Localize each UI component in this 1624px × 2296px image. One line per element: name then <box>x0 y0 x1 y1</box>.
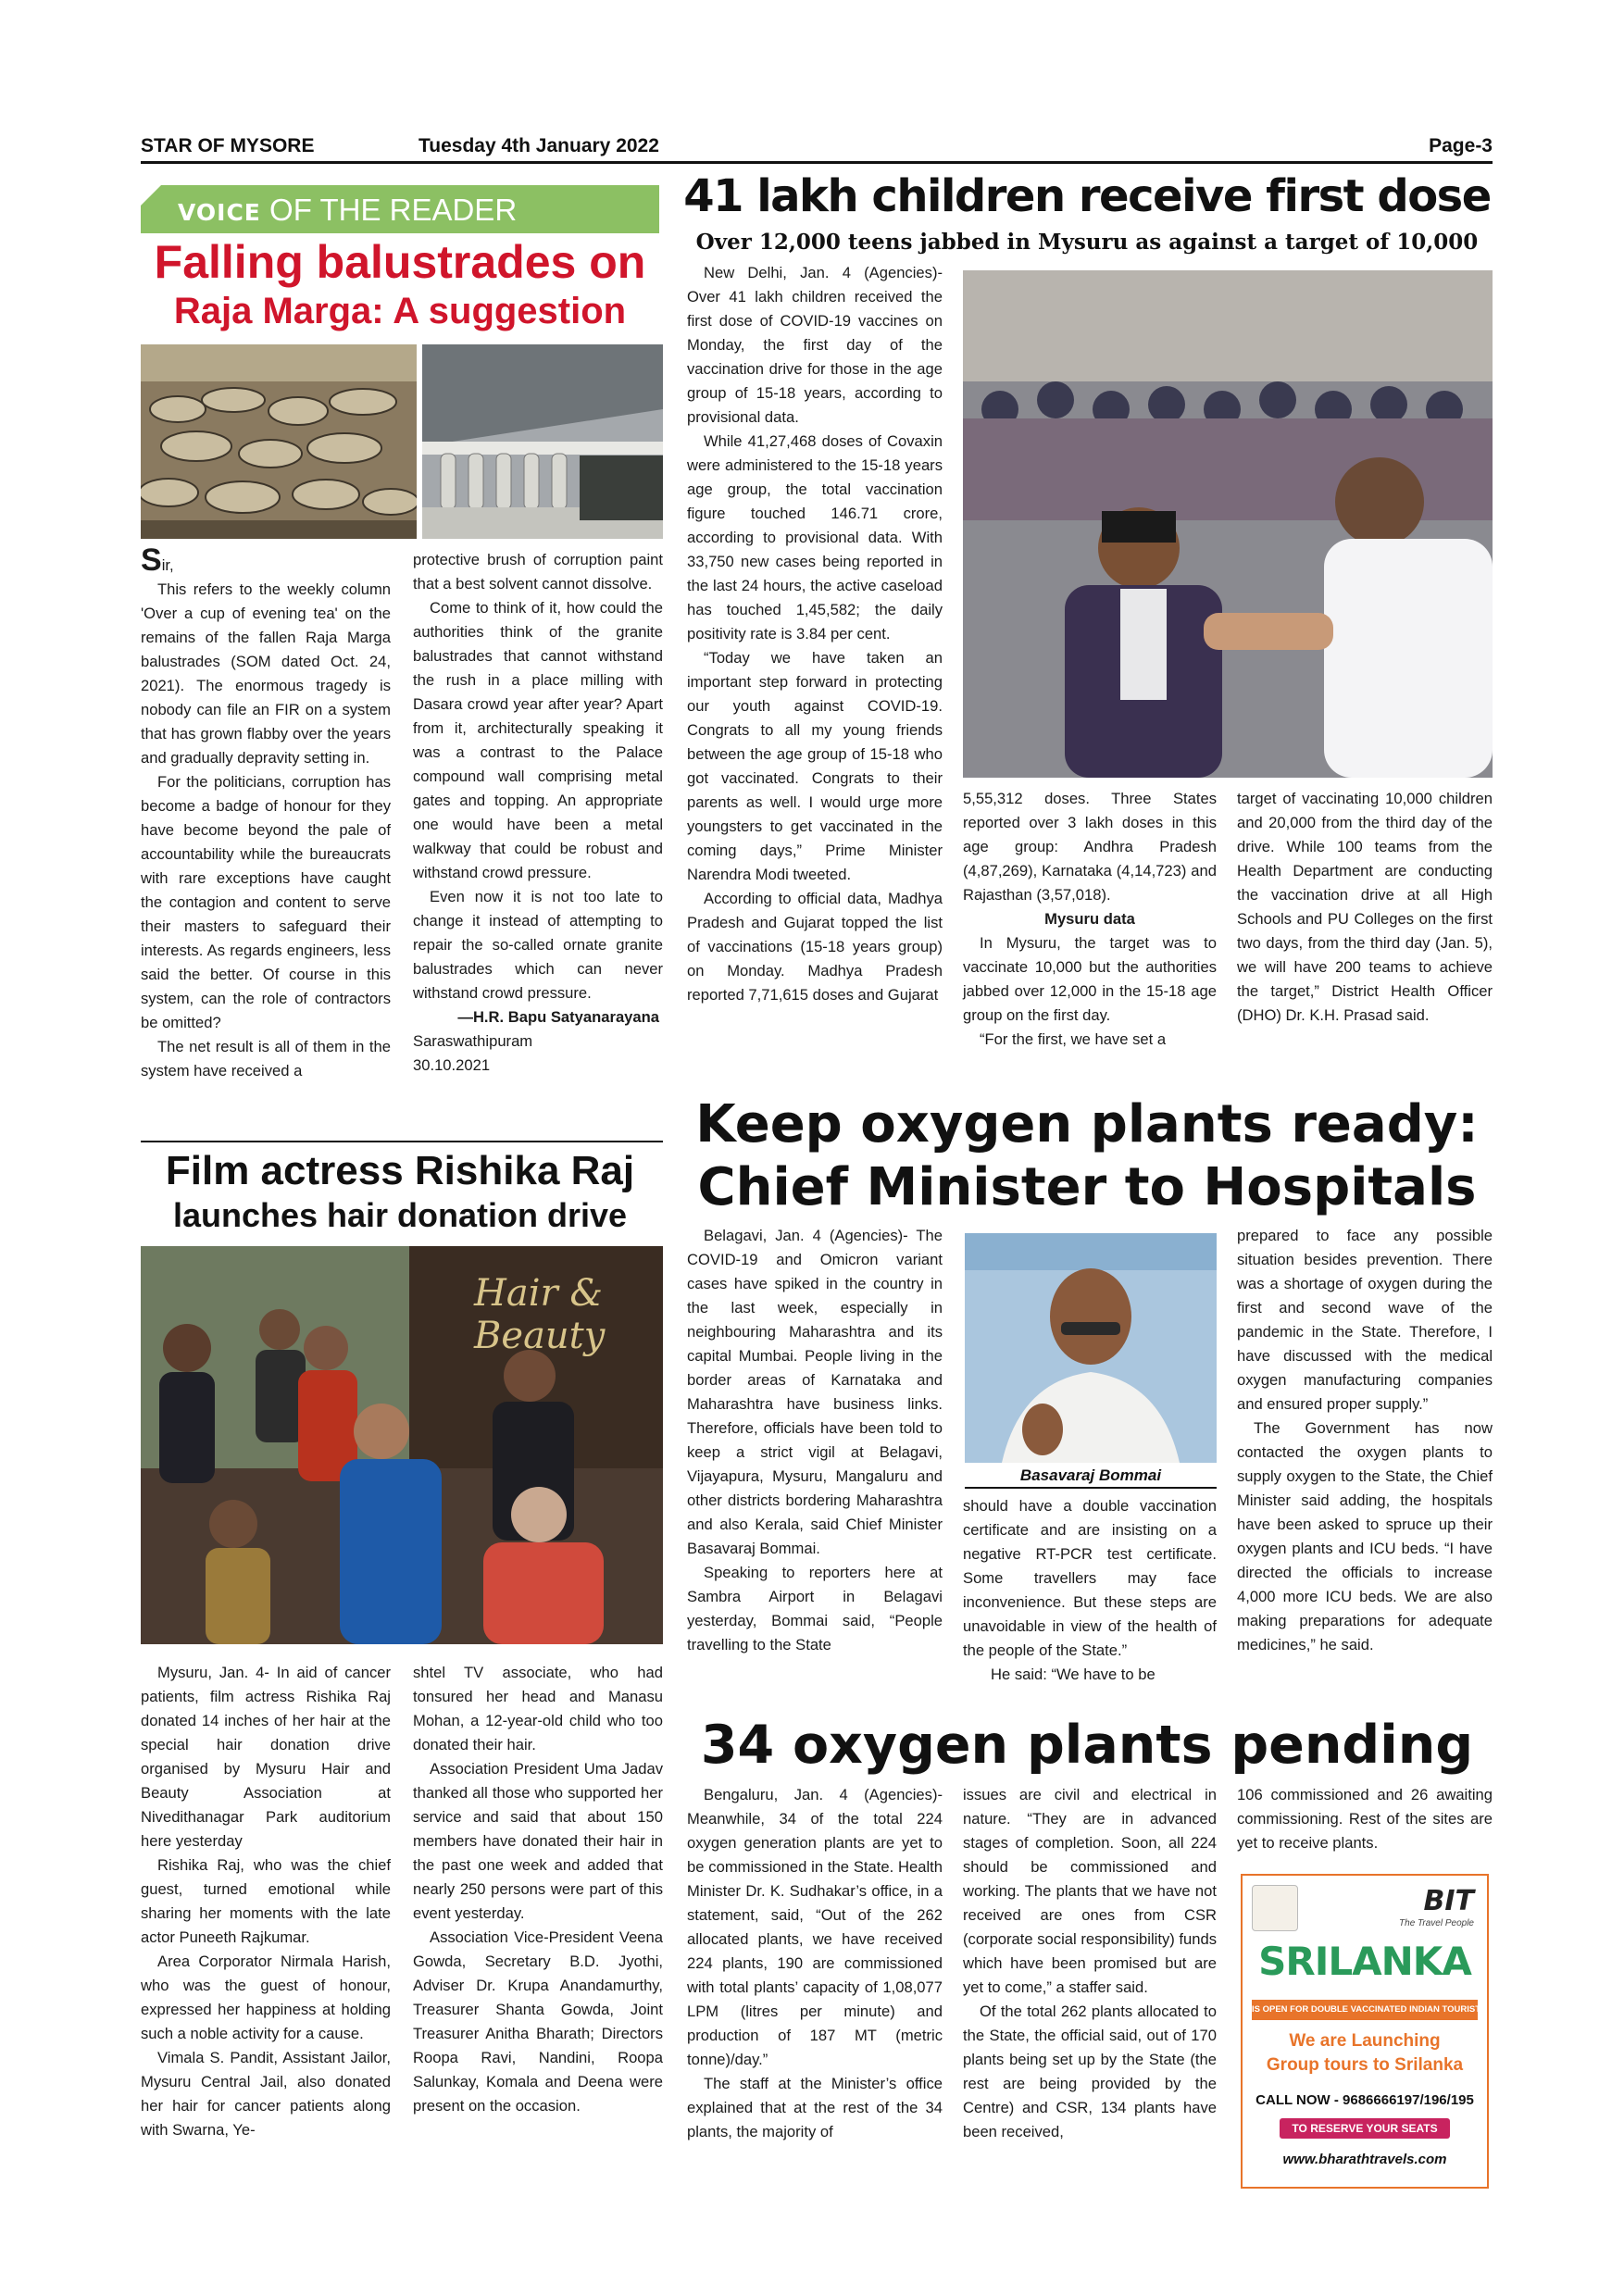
masthead-rule <box>141 161 1493 164</box>
balustrade-rubble-photo <box>141 344 417 539</box>
voice-salutation <box>141 543 391 578</box>
bommai-caption: Basavaraj Bommai <box>965 1463 1217 1489</box>
balustrade-wall-photo <box>422 344 663 539</box>
vaccine-paragraph: “Today we have taken an important step forward in protecting our youth against COVID-19. Congrats to all my young friends between the age group of 15-18 who got vaccinated. Congrats to their parents as well. I would urge more youngsters to get vaccinated in the coming days,” Prime Minister Narendra Modi tweeted. <box>687 649 943 883</box>
film-paragraph: Vimala S. Pandit, Assistant Jailor, Mysuru Central Jail, also donated her hair for cancer patients along with Swarna, Ye- <box>141 2049 391 2139</box>
pending-column-1 <box>687 1783 943 2144</box>
voice-paragraph: Come to think of it, how could the authorities think of the granite balustrades that cannot withstand the rush in a place milling with Dasara crowd year after year? Apart from it, architecturally speaking it was a contrast to the Palace compound wall comprising metal gates and topping. An appropriate one would have been a metal walkway that could be robust and withstand crowd pressure. <box>413 599 663 881</box>
vaccine-headline: 41 lakh children receive first dose <box>683 170 1491 222</box>
pending-paragraph: The staff at the Minister’s office explained that at the rest of the 34 plants, the majority of <box>687 2075 943 2140</box>
voice-label-notch <box>141 185 161 206</box>
voice-signature: —H.R. Bapu Satyanarayana <box>457 1008 659 1026</box>
pending-headline: 34 oxygen plants pending <box>700 1715 1474 1776</box>
vaccine-paragraph: “For the first, we have set a <box>980 1030 1167 1048</box>
masthead <box>141 131 1493 165</box>
pending-column-2 <box>963 1783 1217 2144</box>
bommai-photo <box>965 1233 1217 1463</box>
hair-donation-photo <box>141 1246 663 1644</box>
film-paragraph: Association Vice-President Veena Gowda, Secretary B.D. Jyothi, Adviser Dr. Krupa Anandamurthy, Treasurer Shanta Gowda, Joint Treasurer Anitha Bharath; Directors Roopa Ravi, Nandini, Roopa Salunkay, Komala and Deena were present on the occasion. <box>413 1928 663 2115</box>
voice-sig-date: 30.10.2021 <box>413 1056 491 1074</box>
film-column-1 <box>141 1661 391 2142</box>
voice-label <box>178 193 517 228</box>
ad-title: SRILANKA <box>1258 1939 1471 1984</box>
film-paragraph: shtel TV associate, who had tonsured her head and Manasu Mohan, a 12-year-old child who too donated their hair. <box>413 1664 663 1753</box>
voice-label-bold: VOICE <box>178 199 261 226</box>
ad-artwork <box>1252 1885 1298 1931</box>
oxygen-headline-1: Keep oxygen plants ready: <box>695 1094 1479 1154</box>
pending-paragraph: Of the total 262 plants allocated to the State, the official said, out of 170 plants being set up by the State (the rest are being provided by the Centre) and CSR, 134 plants have been received, <box>963 2003 1217 2140</box>
page-number: Page-3 <box>1429 135 1493 156</box>
ad-banner: IS OPEN FOR DOUBLE VACCINATED INDIAN TOURISTS <box>1252 2000 1478 2020</box>
voice-column-2 <box>413 548 663 1078</box>
voice-column-1 <box>141 543 391 1083</box>
oxygen-paragraph: Speaking to reporters here at Sambra Airport in Belagavi yesterday, Bommai said, “People travelling to the State <box>687 1564 943 1653</box>
vaccine-column-2 <box>963 787 1217 1052</box>
vaccine-paragraph: 5,55,312 doses. Three States reported over 3 lakh doses in this age group: Andhra Pradesh (4,87,269), Karnataka (4,14,723) and Rajasthan (3,57,018). <box>963 790 1217 904</box>
voice-headline-1: Falling balustrades on <box>154 236 646 288</box>
voice-headline-2: Raja Marga: A suggestion <box>173 291 627 331</box>
voice-salutation-text: ir, <box>161 556 174 574</box>
oxygen-paragraph: prepared to face any possible situation besides prevention. There was a shortage of oxygen during the first and second wave of the pandemic in the State. Therefore, I have discussed with the medical oxygen manufacturing companies and ensured proper supply.” <box>1237 1227 1493 1413</box>
pending-paragraph: 106 commissioned and 26 awaiting commissioning. Rest of the sites are yet to receive plants. <box>1237 1786 1493 1852</box>
oxygen-paragraph: The Government has now contacted the oxygen plants to supply oxygen to the State, the Chief Minister said adding, the hospitals have been asked to spruce up their oxygen plants and ICU beds. “I have directed the officials to increase 4,000 more ICU beds. We are also making preparations for adequate medicines,” he said. <box>1237 1419 1493 1653</box>
pending-paragraph: Bengaluru, Jan. 4 (Agencies)- Meanwhile, 34 of the total 224 oxygen generation plants are yet to be commissioned in the State. Health Minister Dr. K. Sudhakar’s office, in a statement, said, “Out of the 262 allocated plants, we have received 224 plants, 190 are commissioned with total plants’ capacity of 1,08,077 LPM (litres per minute) and production of 187 MT (metric tonne)/day.” <box>687 1786 943 2068</box>
vaccine-paragraph: While 41,27,468 doses of Covaxin were administered to the 15-18 years age group, the total vaccination figure touched 146.71 crore, according to provisional data. With 33,750 new cases being reported in the last 24 hours, the active caseload has touched 1,45,582; the daily positivity rate is 3.84 per cent. <box>687 432 943 643</box>
voice-paragraph: protective brush of corruption paint that a best solvent cannot dissolve. <box>413 551 663 593</box>
ad-launch-2: Group tours to Srilanka <box>1266 2055 1464 2075</box>
film-paragraph: Association President Uma Jadav thanked all those who supported her service and said that about 150 members have donated their hair in the past one week and added that nearly 250 persons were part of this event yesterday. <box>413 1760 663 1922</box>
oxygen-paragraph: He said: “We have to be <box>991 1666 1156 1683</box>
voice-paragraph: Even now it is not too late to change it instead of attempting to repair the so-called ornate granite balustrades which can never withstand crowd pressure. <box>413 888 663 1002</box>
ad-logo: BIT <box>1423 1885 1474 1917</box>
vaccine-paragraph: target of vaccinating 10,000 children and 20,000 from the third day of the drive. While 100 teams from the Health Department are conducting the vaccination drive at all High Schools and PU Colleges on the first two days, from the third day (Jan. 5), we will have 200 teams to achieve the target,” District Health Officer (DHO) Dr. K.H. Prasad said. <box>1237 790 1493 1024</box>
vaccine-paragraph: According to official data, Madhya Pradesh and Gujarat topped the list of vaccinations (15-18 years group) on Monday. Madhya Pradesh reported 7,71,615 doses and Gujarat <box>687 890 943 1004</box>
voice-paragraph: The net result is all of them in the system have received a <box>141 1038 391 1079</box>
ad-tagline: The Travel People <box>1399 1918 1474 1928</box>
srilanka-ad[interactable] <box>1241 1874 1489 2189</box>
vaccine-paragraph: New Delhi, Jan. 4 (Agencies)- Over 41 lakh children received the first dose of COVID-19 vaccines on Monday, the first day of the vaccination drive for those in the age group of 15-18 years, according to provisional data. <box>687 264 943 426</box>
oxygen-paragraph: Belagavi, Jan. 4 (Agencies)- The COVID-19 and Omicron variant cases have spiked in the country in the last week, especially in neighbouring Maharashtra and its capital Mumbai. People living in the border areas of Karnataka and Maharashtra have business links. Therefore, officials have been told to keep a strict vigil at Belagavi, Vijayapura, Mysuru, Mangaluru and other districts bordering Maharashtra and also Kerala, said Chief Minister Basavaraj Bommai. <box>687 1227 943 1557</box>
oxygen-column-2 <box>963 1494 1217 1687</box>
vaccine-subhead: Over 12,000 teens jabbed in Mysuru as against a target of 10,000 <box>695 230 1479 255</box>
salon-banner-text: Hair & Beauty <box>474 1272 606 1357</box>
ad-url[interactable]: www.bharathtravels.com <box>1282 2152 1447 2167</box>
ad-phone[interactable]: CALL NOW - 9686666197/196/195 <box>1255 2092 1474 2108</box>
film-headline-2: launches hair donation drive <box>172 1196 628 1234</box>
paper-name: STAR OF MYSORE <box>141 135 315 156</box>
film-paragraph: Mysuru, Jan. 4- In aid of cancer patients, film actress Rishika Raj donated 14 inches of her hair at the special hair donation drive organised by Mysuru Hair and Beauty Association at Nivedithanagar Park auditorium here yesterday <box>141 1664 391 1850</box>
pending-paragraph: issues are civil and electrical in nature. “They are in advanced stages of completion. Soon, all 224 should be commissioned and working. The plants that we have not received are ones from CSR (corporate social responsibility) funds which have been promised but are yet to come,” a staffer said. <box>963 1786 1217 1996</box>
voice-paragraph: For the politicians, corruption has become a badge of honour for they have become beyond the pale of accountability while the bureaucrats with rare exceptions have caught the contagion and content to serve their masters to safeguard their interests. As regards engineers, less said the better. Of course in this system, can the role of contractors be omitted? <box>141 773 391 1031</box>
film-headline-1: Film actress Rishika Raj <box>165 1148 635 1193</box>
vaccine-paragraph: In Mysuru, the target was to vaccinate 10,000 but the authorities jabbed over 12,000 in the 15-18 age group on the first day. <box>963 934 1217 1024</box>
oxygen-column-1 <box>687 1224 943 1657</box>
vaccine-subheading: Mysuru data <box>1044 910 1135 928</box>
oxygen-headline-2: Chief Minister to Hospitals <box>697 1157 1477 1217</box>
voice-paragraph: This refers to the weekly column 'Over a cup of evening tea' on the remains of the fallen Raja Marga balustrades (SOM dated Oct. 24, 2021). The enormous tragedy is nobody can file an FIR on a system that has grown flabby over the years and gradually depravity setting in. <box>141 580 391 767</box>
section-divider <box>141 1141 663 1142</box>
ad-launch-1: We are Launching <box>1289 2031 1441 2051</box>
film-paragraph: Area Corporator Nirmala Harish, who was the guest of honour, expressed her happiness at holding such a noble activity for a cause. <box>141 1953 391 2042</box>
vaccine-column-1 <box>687 261 943 1007</box>
vaccine-column-3 <box>1237 787 1493 1028</box>
oxygen-paragraph: should have a double vaccination certificate and are insisting on a negative RT-PCR test certificate. Some travellers may face inconvenience. But these steps are unavoidable in view of the health of the people of the State.” <box>963 1497 1217 1659</box>
voice-place: Saraswathipuram <box>413 1032 533 1050</box>
voice-dropcap: S <box>141 543 162 578</box>
pending-column-3 <box>1237 1783 1493 1855</box>
voice-label-rest: OF THE READER <box>260 193 518 227</box>
issue-date: Tuesday 4th January 2022 <box>418 135 659 156</box>
film-paragraph: Rishika Raj, who was the chief guest, turned emotional while sharing her moments with the late actor Puneeth Rajkumar. <box>141 1856 391 1946</box>
ad-reserve-button[interactable]: TO RESERVE YOUR SEATS <box>1280 2118 1450 2139</box>
voice-label-bar <box>141 185 659 233</box>
oxygen-column-3 <box>1237 1224 1493 1657</box>
vaccination-photo <box>963 270 1493 778</box>
film-column-2 <box>413 1661 663 2118</box>
